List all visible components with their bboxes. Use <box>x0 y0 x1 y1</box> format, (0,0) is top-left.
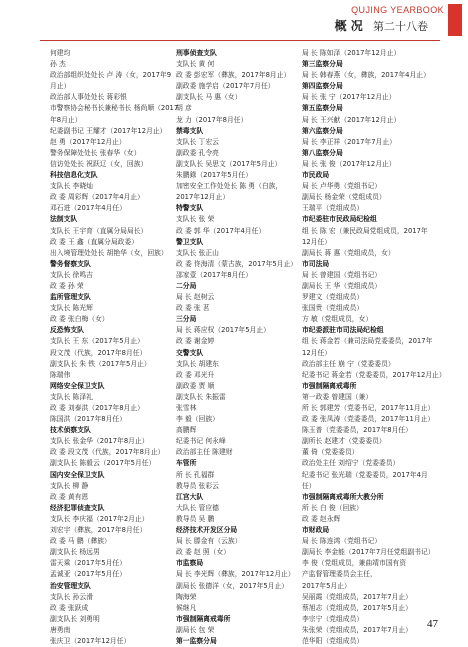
unit-heading: 江宫大队 <box>176 492 204 501</box>
personnel-line: 支队长 陈光辉 <box>50 304 93 313</box>
personnel-line: 所 长 孔福群 <box>176 470 215 479</box>
personnel-line: 唐勇南 <box>50 625 71 634</box>
unit-heading: 三分局 <box>176 315 197 324</box>
personnel-line: 孟诚亚（2017年5月任） <box>50 570 126 579</box>
personnel-line: 纪委书记 张光瑞（党委委员，2017年4月 <box>302 470 428 479</box>
personnel-line: 副局长 蒋 惠（党组成员，女） <box>302 248 395 257</box>
personnel-line: 邵家壹（2017年8月任） <box>176 270 252 279</box>
personnel-line: 支队长 徐鸣吉 <box>50 270 93 279</box>
personnel-line: 加密安全工作处处长 陈 勇（白族， <box>176 182 283 191</box>
personnel-line: 李 毅（回族） <box>176 415 219 424</box>
personnel-line: 副政委 贾 顺 <box>176 381 215 390</box>
personnel-line: 政 委 刘泰洪（2017年8月止） <box>50 404 144 412</box>
page-header <box>0 0 468 44</box>
personnel-line: 支队长 张正山 <box>176 248 219 257</box>
personnel-line: 陈玉普（党委委员，2017年8月任） <box>302 426 412 435</box>
personnel-line: 支队长 李晓灿 <box>50 182 93 191</box>
personnel-line: 纪委副书记 王耀才（2017年12月止） <box>50 126 167 135</box>
unit-heading: 第一监察分局 <box>176 636 217 645</box>
personnel-line: 信访处处长 祝跃辽（女，回族） <box>50 159 148 168</box>
page-number: 47 <box>427 618 438 630</box>
personnel-line: 候继凡 <box>176 603 197 612</box>
personnel-line: 副政委 施学启（2017年7月任） <box>176 82 275 91</box>
personnel-line: 局 长 韩春燕（女，彝族，2017年4月止） <box>302 71 430 80</box>
accent-bar <box>448 4 462 36</box>
unit-heading: 禁毒支队 <box>176 126 204 135</box>
personnel-line: 罗建文（党组成员） <box>302 293 364 302</box>
column-middle <box>176 48 300 647</box>
personnel-line: 张庆卫（2017年12月任） <box>50 636 131 645</box>
personnel-line: 所 长 郭建芳（党委书记，2017年11月止） <box>302 404 435 412</box>
unit-heading: 警务督察支队 <box>50 259 91 268</box>
personnel-line: 副局长 李金能（2017年7月任党组副书记） <box>302 548 435 557</box>
personnel-line: 朱鹏錄（2017年5月任） <box>176 171 252 180</box>
unit-heading: 第五监察分局 <box>302 104 343 113</box>
unit-heading: 警卫支队 <box>176 237 204 246</box>
personnel-line: 政 委 赵永辉 <box>302 514 341 523</box>
personnel-line: 局 长 王兴献（2017年12月止） <box>302 115 401 124</box>
unit-heading: 网络安全保卫支队 <box>50 381 105 390</box>
unit-heading: 交警支队 <box>176 348 204 357</box>
personnel-line: 何建均 <box>50 49 71 57</box>
personnel-line: 年8月止） <box>50 115 82 124</box>
personnel-line: 市警察协会秘书长兼秘书长 杨尚顺（2017 <box>50 104 179 113</box>
personnel-line: 政 委 郭 华（2017年4月任） <box>176 226 266 235</box>
personnel-line: 政治部主任 崩 宁（党委委员） <box>302 359 395 368</box>
edition-label: 第二十八卷 <box>373 20 428 33</box>
personnel-line: 张国贵（党组成员） <box>302 304 364 313</box>
personnel-line: 局 长 陈如泽（2017年12月止） <box>302 49 401 57</box>
personnel-line: 2017年12月止） <box>176 193 230 202</box>
unit-heading: 经济犯罪侦查支队 <box>50 503 105 512</box>
personnel-line: 产监督管理委员会主任， <box>302 570 377 579</box>
unit-heading: 市纪委派驻市司法局纪检组 <box>302 326 384 335</box>
personnel-line: 组 长 陈 宏（兼民政局党组成员，2017年 <box>302 226 428 235</box>
personnel-line: 局 长 陈连鸿（党组书记） <box>302 537 382 546</box>
personnel-line: 警务保障处处长 张春华（女） <box>50 148 141 157</box>
unit-heading: 市强制隔离戒毒所大教分所 <box>302 492 384 501</box>
personnel-line: 政治部人事处处长 蒋彩银 <box>50 93 127 102</box>
personnel-line: 局 长 张 宁（2017年12月止） <box>302 93 396 102</box>
column-left <box>50 48 179 647</box>
personnel-line: 副支队长 马 惠（女） <box>176 93 242 102</box>
personnel-line: 副支队长 陈毅云（2017年5月任） <box>50 459 156 468</box>
unit-heading: 治安管理支队 <box>50 581 91 590</box>
personnel-line: 政 委 孙 荣 <box>50 281 84 290</box>
personnel-line: 段文茂（代族，2017年8月任） <box>50 348 147 357</box>
unit-heading: 科技信息化支队 <box>50 171 98 180</box>
personnel-line: 政 委 彭宏军（彝族，2017年8月止） <box>176 71 291 80</box>
personnel-line: 局 长 李光辉（彝族，2017年12月止） <box>176 570 295 579</box>
personnel-line: 政 委 赵 照（女） <box>176 548 231 557</box>
personnel-line: 副局长 张德洋（女，2017年5月止） <box>176 581 289 590</box>
personnel-line: 政治部组织处处长 卢 涛（女，2017年9 <box>50 71 172 80</box>
personnel-line: 所 长 白 俊（回族） <box>302 503 363 512</box>
personnel-line: 副局长 包 荣 <box>176 625 215 634</box>
unit-heading: 市监察局 <box>176 559 204 568</box>
personnel-line: 支队长 张 荣 <box>176 215 215 224</box>
personnel-line: 副支队长 刘勇明 <box>50 614 100 623</box>
unit-heading: 刑事侦查支队 <box>176 49 217 57</box>
personnel-line: 范华阳（党组成员） <box>302 636 364 645</box>
personnel-line: 教导员 吴 鹏 <box>176 514 215 523</box>
personnel-line: 局 长 滕金有（云族） <box>176 537 242 546</box>
personnel-line: 副局长 王 华（党组成员） <box>302 281 382 290</box>
personnel-line: 高鹏辉 <box>176 426 197 435</box>
personnel-line: 第一政委 曾建国（兼） <box>302 392 373 401</box>
header-rule <box>40 40 440 41</box>
personnel-line: 政治处主任 刘绍宁（党委委员） <box>302 459 400 468</box>
personnel-line: 赵 勇（2017年12月止） <box>50 137 126 146</box>
personnel-line: 支队长 王 东（2017年5月止） <box>50 337 144 346</box>
personnel-line: 政 委 张白梅（女） <box>50 315 109 324</box>
unit-heading: 第六监察分局 <box>302 126 343 135</box>
personnel-line: 副局长 杨金荣（党组成员） <box>302 193 386 202</box>
personnel-line: 胡 彦 <box>176 104 192 113</box>
personnel-line: 副支队长 杨远男 <box>50 548 100 557</box>
unit-heading: 第四监察分局 <box>302 82 343 91</box>
personnel-line: 12月任） <box>302 348 332 357</box>
personnel-line: 纪委书记 蒋金若（党委委员，2017年12月止） <box>302 370 446 379</box>
personnel-line: 2017年5月止） <box>302 581 351 590</box>
unit-heading: 市纪委驻市民政局纪检组 <box>302 215 377 224</box>
section-title <box>335 17 428 34</box>
personnel-line: 陶海荣 <box>176 592 197 601</box>
personnel-line: 政 委 周彩辉（2017年4月止） <box>50 193 144 202</box>
unit-heading: 市强制隔离戒毒所 <box>302 381 357 390</box>
unit-heading: 市财政局 <box>302 526 330 535</box>
personnel-line: 支队长 李庆福（2017年2月止） <box>50 514 149 523</box>
personnel-line: 李宗宁（党组成员） <box>302 614 364 623</box>
personnel-line: 组 长 蒋金若（兼司法局党委委员，2017年 <box>302 337 433 346</box>
unit-heading: 市民政局 <box>302 171 330 180</box>
personnel-line: 支队长 黄 何 <box>176 60 215 69</box>
unit-heading: 车管所 <box>176 459 197 468</box>
personnel-line: 出入境管理处处长 胡艳华（女，回族） <box>50 248 168 257</box>
personnel-line: 政 委 谢金婷 <box>176 337 215 346</box>
unit-heading: 监所管理支队 <box>50 293 91 302</box>
personnel-line: 支队长 柳 静 <box>50 481 89 490</box>
personnel-line: 邓石进（2017年4月任） <box>50 204 126 213</box>
personnel-line: 陈瑞伟 <box>50 370 71 379</box>
personnel-line: 雷天乘（2017年5月任） <box>50 559 126 568</box>
personnel-line: 政 委 张 茗 <box>176 304 210 313</box>
personnel-line: 政 委 邓光升 <box>176 370 215 379</box>
personnel-line: 刘宏宇（彝族，2017年8月任） <box>50 526 147 535</box>
personnel-line: 支队长 陈泽礼 <box>50 392 93 401</box>
personnel-line: 大队长 管应德 <box>176 503 219 512</box>
personnel-line: 李 俊（党组成员，兼曲靖市国有资 <box>302 559 407 568</box>
personnel-line: 支队长 胡建东 <box>176 359 219 368</box>
unit-heading: 市司法局 <box>302 259 330 268</box>
personnel-line: 政 委 马 鹏（彝族） <box>50 537 111 546</box>
personnel-line: 局 长 赵树云 <box>176 293 215 302</box>
personnel-line: 孙 杰 <box>50 60 66 69</box>
personnel-line: 政 委 张跃成 <box>50 603 89 612</box>
personnel-line: 朱张荣（党组成员，2017年7月止） <box>302 625 412 634</box>
personnel-line: 局 长 蒋应权（2017年5月止） <box>176 326 270 335</box>
personnel-line: 支队长 张金华（2017年8月止） <box>50 437 149 446</box>
unit-heading: 国内安全保卫支队 <box>50 470 105 479</box>
personnel-line: 吴丽霞（党组成员，2017年7月止） <box>302 592 412 601</box>
yearbook-label: QUJING YEARBOOK <box>351 5 444 15</box>
personnel-line: 政 委 段文茂（代族，2017年8月止） <box>50 448 165 457</box>
personnel-line: 陈国洪（2017年8月任） <box>50 415 126 424</box>
unit-heading: 反恐怖支队 <box>50 326 84 335</box>
personnel-line: 支队长 王宇育（直属分局局长） <box>50 226 148 235</box>
unit-heading: 第三监察分局 <box>302 60 343 69</box>
personnel-line: 蔡旭志（党组成员，2017年5月止） <box>302 603 412 612</box>
personnel-line: 龙 力（2017年8月任） <box>176 115 248 124</box>
personnel-line: 支队长 孙云滑 <box>50 592 93 601</box>
personnel-line: 任） <box>302 481 316 490</box>
personnel-line: 支队长 丁宏云 <box>176 137 219 146</box>
personnel-line: 政治部主任 陈建财 <box>176 448 233 457</box>
personnel-line: 董 倚（党委委员） <box>302 448 359 457</box>
unit-heading: 市强制隔离戒毒所 <box>176 614 231 623</box>
unit-heading: 特警支队 <box>176 204 204 213</box>
personnel-line: 局 长 李正祥（2017年7月止） <box>302 137 396 146</box>
personnel-line: 方 敏（党组成员，女） <box>302 315 373 324</box>
personnel-line: 政 委 黄有恩 <box>50 492 89 501</box>
personnel-line: 副支队长 吴思文（2017年5月止） <box>176 159 282 168</box>
personnel-line: 王瑞平（党组成员） <box>302 204 364 213</box>
personnel-line: 副支队长 朱振雷 <box>176 392 226 401</box>
personnel-line: 副支队长 朱 铁（2017年5月止） <box>50 359 151 368</box>
personnel-line: 局 长 张 俊（2017年12月止） <box>302 159 396 168</box>
personnel-line: 副所长 赵建才（党委委员） <box>302 437 386 446</box>
personnel-line: 政 委 佟海清（蒙古族，2017年5月止） <box>176 259 298 268</box>
personnel-line: 张雪林 <box>176 404 197 412</box>
personnel-line: 12月任） <box>302 237 332 246</box>
section-title-text: 概 况 <box>334 19 363 33</box>
personnel-line: 纪委书记 何永峰 <box>176 437 226 446</box>
unit-heading: 法制支队 <box>50 215 78 224</box>
unit-heading: 经济技术开发区分局 <box>176 526 238 535</box>
personnel-line: 副政委 孔令亮 <box>176 148 219 157</box>
personnel-line: 教导员 张彩云 <box>176 481 219 490</box>
personnel-line: 局 长 曾建国（党组书记） <box>302 270 382 279</box>
unit-heading: 技术侦察支队 <box>50 426 91 435</box>
personnel-line: 政 委 王 鑫（直属分局政委） <box>50 237 139 246</box>
personnel-line: 局 长 卢华勇（党组书记） <box>302 182 382 191</box>
unit-heading: 二分局 <box>176 281 197 290</box>
personnel-line: 月止） <box>50 82 71 91</box>
unit-heading: 第八监察分局 <box>302 148 343 157</box>
personnel-line: 政 委 张凤涛（党委委员，2017年11月止） <box>302 415 435 424</box>
